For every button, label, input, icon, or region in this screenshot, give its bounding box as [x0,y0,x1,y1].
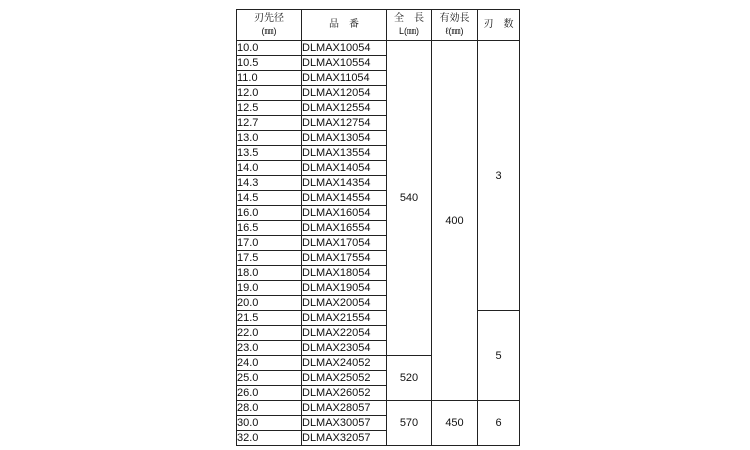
diameter-cell: 10.5 [237,56,302,71]
diameter-cell: 14.0 [237,161,302,176]
header-total-length-label: 全 長 [394,13,424,24]
diameter-cell: 17.0 [237,236,302,251]
diameter-cell: 19.0 [237,281,302,296]
part-no-cell: DLMAX21554 [302,311,387,326]
part-no-cell: DLMAX12054 [302,86,387,101]
part-no-cell: DLMAX12754 [302,116,387,131]
part-no-cell: DLMAX10554 [302,56,387,71]
part-no-cell: DLMAX19054 [302,281,387,296]
header-effective-length [432,10,478,41]
diameter-cell: 16.0 [237,206,302,221]
diameter-cell: 32.0 [237,431,302,446]
flutes-cell: 6 [478,401,520,446]
diameter-cell: 21.5 [237,311,302,326]
part-no-cell: DLMAX20054 [302,296,387,311]
part-no-cell: DLMAX32057 [302,431,387,446]
flutes-cell: 3 [478,41,520,311]
header-flutes-label: 刃 数 [483,19,514,30]
diameter-cell: 22.0 [237,326,302,341]
diameter-cell: 14.5 [237,191,302,206]
header-flutes [478,10,520,41]
effective-length-cell: 450 [432,401,478,446]
total-length-cell: 540 [387,41,432,356]
part-no-cell: DLMAX17554 [302,251,387,266]
header-part-no [302,10,387,41]
diameter-cell: 12.7 [237,116,302,131]
diameter-cell: 24.0 [237,356,302,371]
diameter-cell: 20.0 [237,296,302,311]
part-no-cell: DLMAX13054 [302,131,387,146]
diameter-cell: 18.0 [237,266,302,281]
diameter-cell: 10.0 [237,41,302,56]
table-row [237,311,520,326]
part-no-cell: DLMAX11054 [302,71,387,86]
diameter-cell: 28.0 [237,401,302,416]
diameter-cell: 12.0 [237,86,302,101]
total-length-cell: 520 [387,356,432,401]
diameter-cell: 16.5 [237,221,302,236]
spec-table [236,9,520,446]
header-diameter [237,10,302,41]
header-diameter-label: 刃先径 [254,13,284,24]
diameter-cell: 14.3 [237,176,302,191]
total-length-cell: 570 [387,401,432,446]
table-row [237,41,520,56]
part-no-cell: DLMAX10054 [302,41,387,56]
diameter-cell: 30.0 [237,416,302,431]
header-effective-length-unit: ℓ(㎜) [445,26,464,36]
header-total-length [387,10,432,41]
part-no-cell: DLMAX30057 [302,416,387,431]
diameter-cell: 26.0 [237,386,302,401]
part-no-cell: DLMAX25052 [302,371,387,386]
diameter-cell: 25.0 [237,371,302,386]
part-no-cell: DLMAX12554 [302,101,387,116]
part-no-cell: DLMAX22054 [302,326,387,341]
diameter-cell: 17.5 [237,251,302,266]
header-effective-length-label: 有効長 [439,13,470,24]
part-no-cell: DLMAX17054 [302,236,387,251]
header-part-no-label: 品 番 [329,19,359,30]
part-no-cell: DLMAX13554 [302,146,387,161]
part-no-cell: DLMAX14554 [302,191,387,206]
flutes-cell: 5 [478,311,520,401]
part-no-cell: DLMAX16054 [302,206,387,221]
table-row [237,401,520,416]
part-no-cell: DLMAX14354 [302,176,387,191]
header-diameter-unit: (㎜) [261,26,277,36]
part-no-cell: DLMAX18054 [302,266,387,281]
part-no-cell: DLMAX14054 [302,161,387,176]
part-no-cell: DLMAX26052 [302,386,387,401]
diameter-cell: 13.5 [237,146,302,161]
part-no-cell: DLMAX28057 [302,401,387,416]
header-total-length-unit: L(㎜) [399,26,419,36]
spec-body [237,41,520,446]
part-no-cell: DLMAX24052 [302,356,387,371]
header-row [237,10,520,41]
effective-length-cell: 400 [432,41,478,401]
diameter-cell: 23.0 [237,341,302,356]
diameter-cell: 11.0 [237,71,302,86]
diameter-cell: 12.5 [237,101,302,116]
part-no-cell: DLMAX23054 [302,341,387,356]
diameter-cell: 13.0 [237,131,302,146]
part-no-cell: DLMAX16554 [302,221,387,236]
